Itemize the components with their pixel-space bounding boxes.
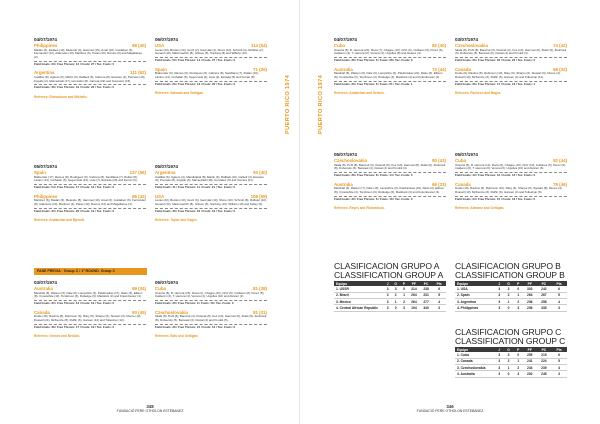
team-b-score: 108 (59) [250,193,267,199]
cell: 231 [420,292,433,298]
team-b-score: 86 (42) [132,193,146,199]
team-b-roster: Dodie (10), Rautins (8), Robinson (6), Riley (8), Sharpe (6), Stewart (6), Moore (12), Russell (21), McKenzie (8), Ruffin (6), Hansen (12) and Tollestrup (12). [34,314,142,322]
game-card [334,152,446,211]
team-b-score: 69 (32) [553,66,567,72]
cell: 258 [537,299,552,305]
game-card [455,37,567,96]
referees: Referees: Andalzhan and Bjerndt. [34,218,85,223]
referees: Referees: Pacheco and Bagez. [455,91,502,96]
team-a-roster: Skala (8), Pohl (8), Bancruk (6), Peterak (8), Kos (10), Hammel (8), Zidek (6), Zednicek (8), Dubovsky (6), Beranek (4), Dostal (4) and Kroulik (4). [334,162,446,171]
cell: 4. Australia [455,371,495,377]
cell: 1 [514,292,523,298]
cell: 2 [514,365,523,371]
cell: 255 [523,352,537,358]
column-header: J [495,281,503,286]
cell: 6 [432,286,446,292]
team-a-roster: Ossuna (6), R. Herrera (12), Roca (6), Chappe (10), Ortiz (10), Culliaros (6), Perez (6), Calderon (6), T. Herrera (6), Verona (6), Urgelles (10) and Alvarez (6). [455,162,566,171]
column-header: J [384,281,391,286]
right-page [300,0,600,424]
cell: 1 [514,358,523,364]
team-b-stats: Field Goals: 34 / Free Throws: 10 / Fouls: 16 / Tec. Fouls: 0 [455,196,536,201]
cell: 236 [523,305,537,311]
column-header: J [495,347,503,352]
cell: 5 [432,292,446,298]
cell: 3 [495,352,503,358]
classification-table-group-a [334,281,446,312]
cell: 3 [495,292,503,298]
team-b-name: Australia [334,181,353,187]
team-a-roster: Brabender (17), Ramos (8), Rodriguez (6), Cabrera (8), Santillana (7), Rullan (8), Lazaro (13), Corbalan (6), Segui-Vela (13), Lluis (7), Estrada (20) and Ferran (6). [34,174,138,183]
cell: 340 [420,305,433,311]
team-b-stats: Field Goals: 36 / Free Throws: 15 / Fouls: 12 / Tec. Fouls: 0 [155,324,236,329]
game-date: 05/07/1974 [34,164,57,169]
cell: 1. Cuba [455,352,495,358]
referees: Referees: Salvado and Gettigan. [155,91,204,96]
team-b-roster: Dodie (6), Rautins (8), Robinson (10), Riley (6), Sharpe (6), Stewart (6), Moore (4), Russell (10), McKenzie (4), Ruffin (6), Hansen (4) and Tollestrup (12). [455,71,561,79]
game-card [34,280,146,339]
cell: 277 [420,299,433,305]
team-a-stats: Field Goals: 33 / Free Throws: 12 / Fouls: 27 / Tec. Fouls: 0 [34,61,115,66]
game-card [455,152,567,211]
cell: 3. Czechoslovakia [455,365,495,371]
cell: 3 [495,358,503,364]
cell: 0 [391,305,400,311]
cell: 2 [391,292,400,298]
classification-title-group-c [455,328,575,346]
cell: 2. Brazil [334,292,384,298]
game-card [34,37,146,100]
page-vertical-title: PUERTO RICO 1974 [318,74,324,134]
cell: 0 [400,286,408,292]
team-b-name: Argentina [34,70,55,76]
referees: Referees: Bais and Gettigan. [155,334,199,339]
cell: 3 [503,352,513,358]
team-a-roster: Marshall (6), Watson (5), Dale (8), Lampshire (6), Palubinskas (17), Rado (6), Ellison (8), Crosswhite (10), Tomlinson (6), Rutledge (6), Maddock (4) and Kolumbeviez (4). [34,290,143,299]
cell: 239 [537,365,552,371]
game-date: 04/07/1974 [34,37,57,42]
team-a-score: 92 (44) [553,158,567,163]
team-b-name: Czechoslovakia [155,309,188,315]
team-b-stats: Field Goals: 38 / Free Throws: 17 / Fouls: 19 / Tec. Fouls: 0 [34,324,115,329]
cell: 4. Philippines [455,305,495,311]
team-a-roster: Cadillac (6), Agüero (4), Mandizabal (8), Martin (6), Raffaeli (10), Cafiedi (4), Escareo (6), Percaso (8), Fogullo (6), Mamedradi (18), Gonzalez (6) and Carrera (21). [155,174,264,183]
classification-title-en: CLASSIFICATION GROUP A [334,269,444,280]
page-number: 346 [446,404,454,409]
page-footer [400,404,500,413]
cell: 264 [408,299,420,305]
cell: 3 [495,286,503,292]
cell: 1 [400,292,408,298]
cell: 0 [514,286,523,292]
team-b-roster: Martinez (6), Madan (6), Melendo (8), Hammel (10), Amat (6), Guidaben (6), Fernandez (8), Adamudo (10), Martinez (4), Paras (10), Ramos (12) and Magallanes (4). [34,198,146,206]
team-a-score: 74 (42) [553,43,567,48]
team-a-stats: Field Goals: 40 / Free Throws: 12 / Fouls: 12 / Tec. Fouls: 0 [455,172,536,177]
classification-title-group-b [455,262,575,280]
team-a-score: 69 (34) [132,286,146,291]
cell: 194 [408,305,420,311]
team-a-score: 114 (54) [250,43,267,48]
classification-title-en: CLASSIFICATION GROUP C [455,335,566,346]
referees: Referees: Altmann and Gettigan. [455,206,505,211]
game-date: 04/07/1974 [334,37,357,42]
column-header: Equipo [455,347,495,352]
cell: 3. Mexico [334,299,384,305]
team-a-name: Czechoslovakia [334,158,367,163]
team-b-score: 111 (62) [130,70,146,76]
cell: 3 [551,305,567,311]
cell: 264 [408,292,420,298]
team-a-score: 82 (40) [432,43,446,48]
cell: 1. USSR [334,286,384,292]
team-a-name: Cuba [155,286,166,291]
column-header: P [514,281,523,286]
column-header: G [503,281,513,286]
team-a-name: USA [155,43,165,48]
cell: 3 [514,305,523,311]
column-header: G [391,281,400,286]
cell: 4 [432,299,446,305]
cell: 335 [537,305,552,311]
column-header: PF [523,281,537,286]
cell: 5 [551,358,567,364]
cell: 219 [537,352,552,358]
game-date: 05/07/1974 [455,152,478,157]
referees: Referees: Richardson and Mikhelic. [34,94,88,99]
team-a-roster: Ossuna (8), R. Herrera (15), Roca (2), Chappe (10), Ortiz (9), Culliaros (8), Perez (5), Calderon (4), T. Herrera (4), Verona (4), Urgelles (10) and Alvarez (2). [155,290,265,299]
team-a-stats: Field Goals: 41 / Free Throws: 11 / Fouls: 21 / Tec. Fouls: 0 [155,184,235,189]
team-a-name: Australia [34,286,53,291]
publisher: FUNDACIÓ PERE OTHOLON ESTEBANEZ [116,409,184,413]
game-date: 03/07/1974 [455,37,478,42]
team-b-name: Spain [155,66,167,72]
team-b-score: 79 (46) [553,181,567,187]
cell: 2 [503,292,513,298]
team-a-name: Argentina [155,170,176,175]
cell: 3 [495,371,503,377]
team-a-stats: Field Goals: 30 / Free Throws: 13 / Fouls: 19 / Tec. Fouls: 0 [34,300,115,305]
team-a-name: Czechoslovakia [455,43,488,48]
cell: 0 [503,371,513,377]
team-a-name: Spain [34,170,46,175]
cell: 2. Spain [455,292,495,298]
cell: 3 [400,305,408,311]
cell: 3 [384,305,391,311]
referees: Referees: Reyes and Richardson. [334,206,385,211]
game-card [34,164,146,223]
game-card [155,37,267,96]
column-header: Equipo [334,281,384,286]
team-a-name: Cuba [334,43,345,48]
team-a-roster: Ossuna (6), R. Herrera (20), Roca (7), Chappe (10), Ortiz (6), Culliaros (6), Perez (6), Calderon (4), T. Herrera (6), Verona (4), Urgelles (8) and Alvarez (4). [334,47,444,56]
cell: 242 [537,286,552,292]
game-date: 05/07/1974 [334,152,357,157]
team-b-score: 93 (45) [132,309,146,315]
game-card [155,164,267,223]
team-a-score: 80 (43) [432,158,446,163]
cell: 314 [408,286,420,292]
classification-table-group-b [455,281,567,312]
team-a-stats: Field Goals: 38 / Free Throws: 6 / Fouls: 28 / Tec. Fouls: 0 [334,57,413,62]
cell: 2. Canada [455,358,495,364]
cell: 3 [391,286,400,292]
cell: 303 [523,286,537,292]
team-b-name: Canada [455,66,471,72]
cell: 5 [551,292,567,298]
cell: 238 [420,286,433,292]
cell: 3 [495,365,503,371]
team-b-score: 72 (44) [432,66,446,72]
cell: 264 [523,292,537,298]
page-footer [100,404,200,413]
team-b-name: Australia [334,66,353,72]
team-b-name: Canada [34,309,50,315]
table-row [455,305,567,311]
cell: 3 [495,305,503,311]
cell: 6 [551,286,567,292]
classification-title-group-a [334,262,454,280]
team-b-stats: Field Goals: 30 / Free Throws: 6 / Fouls: 16 / Tec. Fouls: 0 [334,196,413,201]
team-a-score: 127 (56) [129,170,146,175]
column-header: PC [537,347,552,352]
cell: 245 [537,371,552,377]
cell: 3 [384,286,391,292]
classification-title-es: CLASIFICACION GRUPO A [334,261,440,271]
team-b-score: 66 (33) [432,181,446,187]
classification-title-es: CLASIFICACION GRUPO B [455,261,561,271]
cell: 4 [551,299,567,305]
column-header: G [503,347,513,352]
cell: 1. USA [455,286,495,292]
team-a-score: 93 (40) [253,170,267,175]
cell: 3 [551,371,567,377]
team-b-stats: Field Goals: 33 / Free Throws: 6 / Fouls: 21 / Tec. Fouls: 1 [334,81,413,86]
cell: 267 [537,292,552,298]
cell: 2 [503,358,513,364]
page-number: 348 [146,404,154,409]
column-header: PF [523,347,537,352]
column-header: Pts [551,347,567,352]
game-card [334,37,446,96]
team-a-score: 68 (40) [132,43,146,48]
cell: 0 [503,305,513,311]
team-b-roster: Brabender (6), Ramos (6), Rodriguez (6), Cabrera (8), Santillana (7), Rullan (10), Lazaro (14), Corbalan (6), Segui-Vela (6), Lluis (4), Estrada (6) and Ferran (8). [155,71,259,79]
team-b-name: USA [155,193,165,199]
team-a-name: Cuba [455,158,466,163]
round-banner: FASE PREVIA · Group C / 1ª ROUND. Group C [34,268,147,275]
cell: 1 [503,365,513,371]
cell: 4 [551,365,567,371]
cell: 2 [400,299,408,305]
column-header: P [514,347,523,352]
team-b-name: Philippines [34,193,58,199]
column-header: PF [408,281,420,286]
team-b-stats: Field Goals: 46 / Free Throws: 19 / Fouls: 20 / Tec. Fouls: 0 [34,85,115,90]
column-header: PC [537,281,552,286]
cell: 202 [523,371,537,377]
classification-table-group-c [455,347,567,378]
cell: 1 [391,299,400,305]
cell: 234 [523,365,537,371]
game-date: 05/07/1974 [155,164,178,169]
cell: 3 [384,299,391,305]
cell: 3 [432,305,446,311]
cell: 4. Central African Republic [334,305,384,311]
team-a-score: 81 (38) [253,286,267,291]
referees: Referees: Grimes and Beldich. [34,334,81,339]
team-b-score: 81 (31) [253,309,267,315]
team-a-stats: Field Goals: 54 / Free Throws: 17 / Fouls: 10 / Tec. Fouls: 0 [34,184,115,189]
column-header: Pts [432,281,446,286]
classification-title-en: CLASSIFICATION GROUP B [455,269,565,280]
team-b-score: 71 (36) [253,66,267,72]
referees: Referees: Taylor and Gagez. [155,218,198,223]
referees: Referees: Andalzhan and Grimes. [334,91,385,96]
team-b-stats: Field Goals: 33 / Free Throws: 20 / Fouls: 19 / Tec. Fouls: 0 [34,208,115,213]
team-a-stats: Field Goals: 26 / Free Throws: 22 / Fouls: 23 / Tec. Fouls: 0 [455,57,536,62]
table-row [334,305,446,311]
publisher: FUNDACIÓ PERE OTHOLON ESTEBANEZ [416,409,484,413]
column-header: PC [420,281,433,286]
team-b-roster: Marshall (6), Watson (7), Dale (10), Lampshire (6), Palubinskas (19), Rado (6), Ellison (8), Crosswhite (4), Tomlinson (6), Rutledge (6), Maddock (4) and Kolumbeviez (4). [334,186,444,194]
column-header: P [400,281,408,286]
team-b-stats: Field Goals: 46 / Free Throws: 16 / Fouls: 16 / Tec. Fouls: 0 [155,208,236,213]
team-b-roster: Cadillac (8), Agüero (6), Martin (9), Raffaeli (5), Cabrera (8), Escareo (2), Percaso (10), Fogullo (2), Mamedradi (17), Gonzalez (8), Carrera (22) and Gremanci (15). [34,74,146,83]
team-a-roster: Skala (8), Pohl (8), Bancruk (6), Peterak (6), Kos (10), Hammel (6), Zidek (9), Zednicek (6), Dubovsky (6), Beranek (6), Dostal (4) and Kroulik (4). [455,47,567,56]
cell: 241 [523,358,537,364]
game-date: 05/07/1974 [155,280,178,285]
cell: 236 [523,299,537,305]
team-b-stats: Field Goals: 26 / Free Throws: 17 / Fouls: 16 / Tec. Fouls: 1 [455,81,536,86]
classification-title-es: CLASIFICACION GRUPO C [455,327,562,337]
cell: 3 [384,292,391,298]
cell: 1 [503,299,513,305]
cell: 3 [503,286,513,292]
team-a-roster: Lucas (20), Burden (10), Gretz (2), Gavrylak (4), Shore (10), Schmitt (4), Ruffeler (2), Genard (10), Masimowitch (8), Gibson (5), Sunberg (8) and Wilkins (10). [155,47,264,56]
team-a-name: Philippines [34,43,58,48]
team-b-roster: Lucas (20), Burden (10), Gretz (6), Gavrylak (10), Shore (10), Schmitt (8), Ruffeler (10), Genard (10), Masimowitch (8), Gibson (5), Sunberg (10), Wilkins (10) and Kelley (6). [155,198,267,206]
cell: 3 [514,371,523,377]
column-header: Equipo [455,281,495,286]
table-row [455,371,567,377]
team-b-roster: Skala (8), Pohl (6), Bancruk (4), Peterak (8), Kos (10), Hammel (6), Zidek (9), Zednicek (8), Dubovsky (5), Beranek (4), Dostal (4) and Kroulik (5). [155,314,267,322]
game-date: 03/07/1974 [34,280,57,285]
team-a-stats: Field Goals: 50 / Free Throws: 14 / Fouls: 27 / Tec. Fouls: 0 [155,57,236,62]
cell: 3. Argentina [455,299,495,305]
game-date: 06/07/1974 [155,37,178,42]
cell: 3 [495,299,503,305]
team-a-roster: Madan (6), Fadaes (13), Melendo (4), Hammel (15), Amat (10), Guidaben (6), Fernandez (12), Adamudo (10), Martinez (6), Paras (10), Ramos (6) and Magallanes (2). [34,47,142,59]
cell: 224 [537,358,552,364]
team-a-stats: Field Goals: 36 / Free Throws: 8 / Fouls: 14 / Tec. Fouls: 0 [334,172,413,177]
cell: 0 [514,352,523,358]
column-header: Pts [551,281,567,286]
team-b-stats: Field Goals: 29 / Free Throws: 13 / Fouls: 20 / Tec. Fouls: 0 [155,81,236,86]
game-card [155,280,267,339]
team-b-roster: Dodie (10), Rautins (6), Robinson (10), Riley (6), Sharpe (6), Stewart (8), Moore (4), Russell (10), McKenzie (6), Ruffin (6), Hansen (4) and Tollestrup (6). [455,186,563,194]
team-b-name: Canada [455,181,471,187]
team-a-stats: Field Goals: 36 / Free Throws: 9 / Fouls: 16 / Tec. Fouls: 0 [155,300,234,305]
page-vertical-title: PUERTO RICO 1974 [285,74,291,134]
cell: 2 [514,299,523,305]
team-b-roster: Marshall (6), Watson (6), Dale (6), Lampshire (6), Palubinskas (22), Rado (6), Ellison (8), Crosswhite (6), Tomlinson (4), Rutledge (4), Maddock (4) and Kolumbeviez (2). [334,71,443,79]
cell: 6 [551,352,567,358]
